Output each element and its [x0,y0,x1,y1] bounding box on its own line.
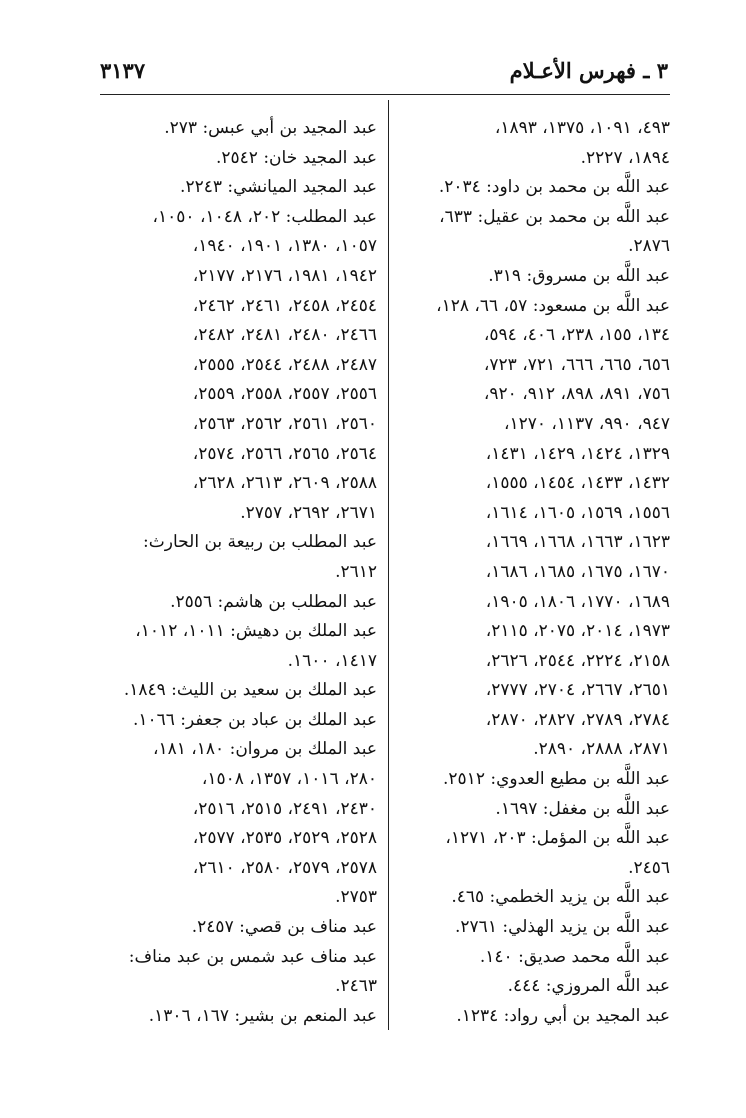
entry-line: ٢٥٦٠، ٢٥٦١، ٢٥٦٢، ٢٥٦٣، [192,413,377,434]
entry-line: ٧٥٦، ٨٩١، ٨٩٨، ٩١٢، ٩٢٠، [483,384,670,405]
index-entry [398,913,670,943]
entry-line: ٢٥٧٨، ٢٥٧٩، ٢٥٨٠، ٢٦١٠، [192,857,377,878]
entry-line: ١٩٤٢، ١٩٨١، ٢١٧٦، ٢١٧٧، [192,265,377,286]
entry-line: عبد المجيد الميانشي: ٢٢٤٣. [180,177,377,198]
index-entry [100,173,377,203]
index-entry [100,676,377,706]
entry-line: ٢٤٥٦. [628,857,670,878]
entry-line: عبد الملك بن دهيش: ١٠١١، ١٠١٢، [135,621,377,642]
index-entry [398,203,670,262]
entry-line: عبد اللَّه بن محمد بن داود: ٢٠٣٤. [438,177,670,198]
entry-line: ٤٩٣، ١٠٩١، ١٣٧٥، ١٨٩٣، [494,118,670,138]
entry-line: عبد مناف بن قصي: ٢٤٥٧. [191,917,377,938]
entry-line: ١٨٩٤، ٢٢٢٧. [580,147,670,168]
index-entry [398,1002,670,1032]
left-column [100,114,377,1031]
entry-line: ٢١٥٨، ٢٢٢٤، ٢٥٤٤، ٢٦٢٦، [485,650,670,671]
entry-line: ٢٤٣٠، ٢٤٩١، ٢٥١٥، ٢٥١٦، [192,798,377,819]
index-entry [100,913,377,943]
index-entry [398,972,670,1002]
entry-line: عبد المجيد خان: ٢٥٤٢. [215,147,377,168]
index-entry [398,114,670,173]
entry-line: ٢٦٧١، ٢٦٩٢، ٢٧٥٧. [240,502,377,523]
index-entry [100,588,377,618]
entry-line: ٢٥٦٤، ٢٥٦٥، ٢٥٦٦، ٢٥٧٤، [192,443,377,464]
entry-line: عبد المطلب بن ربيعة بن الحارث: [143,532,377,553]
entry-line: عبد المجيد بن أبي عبس: ٢٧٣. [164,118,377,138]
entry-line: ٢٥٨٨، ٢٦٠٩، ٢٦١٣، ٢٦٢٨، [192,473,377,494]
entry-line: عبد الملك بن مروان: ١٨٠، ١٨١، [152,739,377,760]
index-entry [398,795,670,825]
entry-line: عبد اللَّه المروزي: ٤٤٤. [507,976,670,997]
index-entry [398,883,670,913]
entry-line: ١٠٥٧، ١٣٨٠، ١٩٠١، ١٩٤٠، [192,236,377,257]
entry-line: ١٤١٧، ١٦٠٠. [287,650,377,671]
index-entry [398,292,670,766]
entry-line: عبد المجيد بن أبي رواد: ١٢٣٤. [456,1005,670,1026]
entry-line: عبد اللَّه بن يزيد الهذلي: ٢٧٦١. [455,917,670,938]
index-entry [100,706,377,736]
entry-line: ٦٥٦، ٦٦٥، ٦٦٦، ٧٢١، ٧٢٣، [483,354,670,375]
entry-line: ١٦٨٩، ١٧٧٠، ١٨٠٦، ١٩٠٥، [485,591,670,612]
entry-line: ٢٧٥٣. [335,887,377,908]
entry-line: عبد الملك بن سعيد بن الليث: ١٨٤٩. [123,680,377,701]
entry-line: عبد اللَّه بن مسروق: ٣١٩. [488,265,670,286]
index-entry [100,735,377,913]
right-column [398,114,670,1031]
index-entry [100,203,377,529]
entry-line: ١٥٥٦، ١٥٦٩، ١٦٠٥، ١٦١٤، [485,502,670,523]
entry-line: ٢٤٦٦، ٢٤٨٠، ٢٤٨١، ٢٤٨٢، [192,325,377,346]
page-header [100,58,668,88]
index-entry [398,262,670,292]
entry-line: ١٩٧٣، ٢٠١٤، ٢٠٧٥، ٢١١٥، [485,621,670,642]
header-rule [100,94,670,95]
entry-line: عبد المنعم بن بشير: ١٦٧، ١٣٠٦. [148,1005,377,1026]
entry-line: عبد اللَّه بن مطيع العدوي: ٢٥١٢. [443,769,670,790]
entry-line: ١٤٣٢، ١٤٣٣، ١٤٥٤، ١٥٥٥، [485,473,670,494]
entry-line: ٢٦١٢. [335,561,377,582]
entry-line: عبد المطلب: ٢٠٢، ١٠٤٨، ١٠٥٠، [152,206,377,227]
entry-line: عبد اللَّه بن محمد بن عقيل: ٦٣٣، [439,206,670,227]
entry-line: ١٣٤، ١٥٥، ٢٣٨، ٤٠٦، ٥٩٤، [483,325,670,346]
entry-line: عبد المطلب بن هاشم: ٢٥٥٦. [170,591,377,612]
entry-line: عبد اللَّه بن المؤمل: ٢٠٣، ١٢٧١، [445,828,670,849]
entry-line: ١٦٧٠، ١٦٧٥، ١٦٨٥، ١٦٨٦، [485,561,670,582]
entry-line: ٢٥٥٦، ٢٥٥٧، ٢٥٥٨، ٢٥٥٩، [192,384,377,405]
entry-line: عبد اللَّه محمد صديق: ١٤٠. [479,946,670,967]
index-entry [398,173,670,203]
entry-line: ٢٤٦٣. [335,976,377,997]
entry-line: عبد اللَّه بن مغفل: ١٦٩٧. [495,798,670,819]
index-entry [100,1002,377,1032]
index-entry [100,528,377,587]
index-entry [398,824,670,883]
index-entry [100,144,377,174]
index-entry [100,943,377,1002]
entry-line: ٢٤٨٧، ٢٤٨٨، ٢٥٤٤، ٢٥٥٥، [192,354,377,375]
entry-line: ٢٨٠، ١٠١٦، ١٣٥٧، ١٥٠٨، [201,769,377,790]
index-entry [100,114,377,144]
column-divider [388,100,389,1030]
header-title: ٣ ـ فهرس الأعـلام [509,58,668,83]
entry-line: ٢٨٧٦. [628,236,670,257]
entry-line: عبد اللَّه بن مسعود: ٥٧، ٦٦، ١٢٨، [436,295,670,316]
entry-line: ٢٥٢٨، ٢٥٢٩، ٢٥٣٥، ٢٥٧٧، [192,828,377,849]
entry-line: ١٣٢٩، ١٤٢٤، ١٤٢٩، ١٤٣١، [485,443,670,464]
index-entry [398,943,670,973]
entry-line: ٢٦٥١، ٢٦٦٧، ٢٧٠٤، ٢٧٧٧، [485,680,670,701]
entry-line: ٩٤٧، ٩٩٠، ١١٣٧، ١٢٧٠، [503,413,670,434]
entry-line: ١٦٢٣، ١٦٦٣، ١٦٦٨، ١٦٦٩، [485,532,670,553]
entry-line: ٢٧٨٤، ٢٧٨٩، ٢٨٢٧، ٢٨٧٠، [485,709,670,730]
entry-line: عبد الملك بن عباد بن جعفر: ١٠٦٦. [132,709,377,730]
index-entry [100,617,377,676]
page-number: ٣١٣٧ [100,58,146,83]
index-entry [398,765,670,795]
entry-line: ٢٨٧١، ٢٨٨٨، ٢٨٩٠. [533,739,670,760]
entry-line: عبد اللَّه بن يزيد الخطمي: ٤٦٥. [451,887,670,908]
entry-line: عبد مناف عبد شمس بن عبد مناف: [128,946,377,967]
entry-line: ٢٤٥٤، ٢٤٥٨، ٢٤٦١، ٢٤٦٢، [192,295,377,316]
